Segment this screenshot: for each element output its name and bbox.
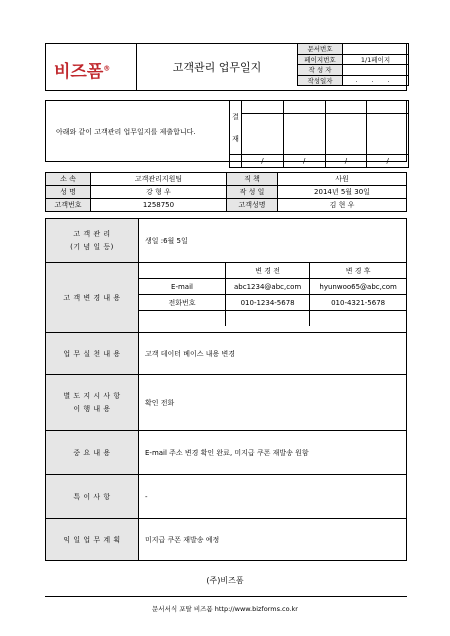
approval-table [229,100,409,168]
change-after-header: 변 경 후 [310,263,406,279]
anniv-label [46,219,139,263]
change-corner [139,263,226,279]
special-value: - [139,475,407,519]
work-value: 고객 데이터 베이스 내용 변경 [139,333,407,375]
author-label: 작 성 자 [298,65,343,76]
change-field [139,311,226,327]
doc-no-value [343,44,409,55]
name-value: 강 형 우 [91,186,227,199]
page-no-label: 페이지번호 [298,54,343,65]
name-label: 성 명 [46,186,91,199]
change-before [226,311,310,327]
custno-label: 고객번호 [46,199,91,212]
plan-label: 익 일 업 무 계 획 [46,519,139,561]
approval-title-4 [367,101,409,114]
approval-sign-4 [367,114,409,155]
approval-title-3 [325,101,367,114]
approval-spacer [230,155,242,168]
instr-label-line1: 별 도 지 시 사 항 [63,392,121,400]
approval-sign-2 [283,114,325,155]
date-label: 작성일자 [298,75,343,86]
anniv-value: 생일 :6월 5일 [139,219,407,263]
change-after: hyunwoo65@abc,com [310,279,406,295]
dept-value: 고객관리지원팀 [91,173,227,186]
instr-value: 확인 전화 [139,375,407,431]
position-value: 사원 [278,173,407,186]
footer-text: 문서서식 포탈 비즈폼 http://www.bizforms.co.kr [152,605,298,613]
anniv-label-line1: 고 객 관 리 [73,230,111,238]
change-before: abc1234@abc,com [226,279,310,295]
approval-title-2 [283,101,325,114]
approval-label [230,101,242,155]
work-label: 업 무 실 천 내 용 [46,333,139,375]
important-label: 중 요 내 용 [46,431,139,475]
writedate-label: 작 성 일 [227,186,278,199]
important-value: E-mail 주소 변경 확인 완료, 미지급 쿠폰 재발송 원함 [139,431,407,475]
change-after [310,311,406,327]
doc-no-label: 문서번호 [298,44,343,55]
change-before: 010-1234-5678 [226,295,310,311]
footer-divider [45,596,407,597]
change-before-header: 변 경 전 [226,263,310,279]
employee-info-table [45,172,407,212]
position-label: 직 책 [227,173,278,186]
plan-value: 미지급 쿠폰 재발송 예정 [139,519,407,561]
change-cell [139,263,407,333]
custno-value: 1258750 [91,199,227,212]
brand-logo [54,57,110,82]
company-name: (주)비즈폼 [206,576,244,585]
work-log-table [45,218,407,561]
approval-label-top: 결 [232,112,239,121]
custname-value: 김 현 우 [278,199,407,212]
approval-sign-1 [242,114,284,155]
approval-date-1: / [242,155,284,168]
date-value: . . . [343,75,409,86]
approval-sign-3 [325,114,367,155]
instr-label [46,375,139,431]
page-no-value: 1/1페이지 [343,54,409,65]
meta-table [297,43,409,86]
approval-label-bottom: 재 [232,134,239,143]
instr-label-line2: 이 행 내 용 [73,405,111,413]
logo-text: 비즈폼 [54,62,104,82]
anniv-label-line2: (기 념 일 등) [70,243,114,251]
intro-text: 아래와 같이 고객관리 업무일지를 제출합니다. [56,128,196,136]
custname-label: 고객성명 [227,199,278,212]
dept-label: 소 속 [46,173,91,186]
header-block [45,43,407,91]
special-label: 특 이 사 항 [46,475,139,519]
change-field: E-mail [139,279,226,295]
approval-date-2: / [283,155,325,168]
writedate-value: 2014년 5월 30일 [278,186,407,199]
intro-block [45,100,407,165]
change-field: 전화번호 [139,295,226,311]
approval-date-4: / [367,155,409,168]
change-after: 010-4321-5678 [310,295,406,311]
registered-mark: ® [103,64,111,73]
approval-title-1 [242,101,284,114]
author-value [343,65,409,76]
change-label: 고 객 변 경 내 용 [46,263,139,333]
page-title: 고객관리 업무일지 [172,61,262,74]
approval-date-3: / [325,155,367,168]
change-table [139,263,406,326]
